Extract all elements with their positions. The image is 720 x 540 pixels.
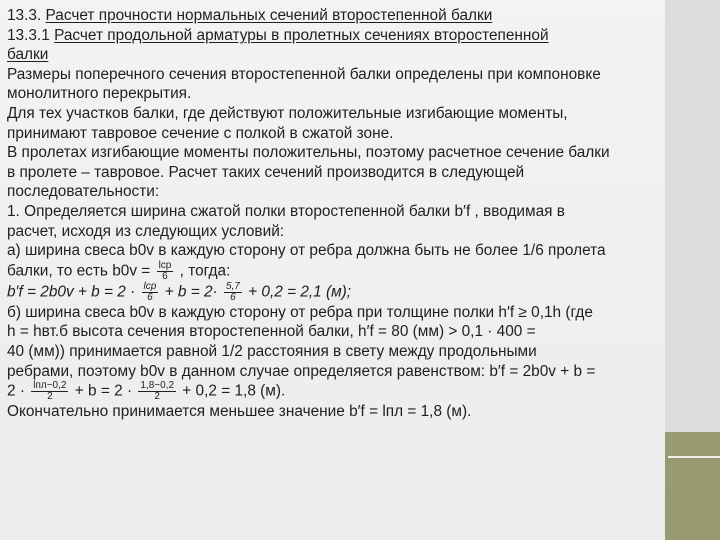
condition-b-line-3: 40 (мм)) принимается равной 1/2 расстояния в свету между продольными [7,342,537,360]
final-statement: Окончательно принимается меньшее значение b′f = lпл = 1,8 (м). [7,403,472,421]
fraction-5-7-over-6 [224,282,242,303]
fraction-denominator: 6 [230,291,236,303]
section-title: Расчет прочности нормальных сечений второстепенной балки [45,7,493,24]
condition-a-line-2 [7,261,659,282]
paragraph-2-line-1: Для тех участков балки, где действуют положительные изгибающие моменты, [7,104,568,122]
subsection-title-line-1: Расчет продольной арматуры в пролетных сечениях второстепенной [54,26,549,44]
equation-1-part-a: b′f = 2b0v + b = 2 · [7,283,136,301]
section-heading [7,6,659,26]
subsection-number: 13.3.1 [7,26,50,44]
fraction-denominator: 2 [47,391,53,403]
fraction-numerator: 5,7 [225,280,240,292]
fraction-lpl-over-2 [31,381,68,402]
fraction-denominator: 6 [162,270,168,282]
fraction-numerator: lср [143,280,157,292]
condition-b-line-1: б) ширина свеса b0v в каждую сторону от ребра при толщине полки h′f ≥ 0,1h (где [7,303,593,321]
subsection-heading [7,26,659,46]
fraction-numerator: 1,8−0,2 [140,380,175,392]
fraction-denominator: 2 [154,391,160,403]
equation-1 [7,282,659,303]
paragraph-3-line-1: В пролетах изгибающие моменты положительны, поэтому расчетное сечение балки [7,144,610,162]
equation-2-part-c: + 0,2 = 1,8 (м). [182,382,286,400]
paragraph-1-line-2: монолитного перекрытия. [7,85,192,103]
side-divider [668,456,720,458]
condition-b-line-4: ребрами, поэтому b0v в данном случае определяется равенством: b′f = 2b0v + b = [7,362,596,380]
slide-text [7,6,659,422]
equation-2-part-b: + b = 2 · [74,382,133,400]
subsection-title-line-2: балки [7,46,49,64]
equation-2 [7,381,659,402]
fraction-1-8-over-2 [138,381,176,402]
paragraph-3-line-2: в пролете – тавровое. Расчет таких сечений производится в следующей [7,163,525,181]
fraction-lcp-over-6 [157,261,174,282]
paragraph-2-line-2: принимают тавровое сечение с полкой в сжатой зоне. [7,124,394,142]
equation-2-part-a: 2 · [7,382,25,400]
equation-1-part-b: + b = 2· [164,283,218,301]
fraction-lcp-over-6 [142,282,159,303]
condition-a-text: балки, то есть b0v = [7,262,151,280]
paragraph-3-line-3: последовательности: [7,183,160,201]
equation-1-part-c: + 0,2 = 2,1 (м); [248,283,352,301]
paragraph-1-line-1: Размеры поперечного сечения второстепенной балки определены при компоновке [7,65,601,83]
step-1-line-1: 1. Определяется ширина сжатой полки второстепенной балки b′f , вводимая в [7,202,565,220]
fraction-numerator: lпл−0,2 [33,380,67,392]
fraction-denominator: 6 [147,291,153,303]
side-accent-block [665,432,720,540]
fraction-numerator: lср [158,259,172,271]
section-number: 13.3. [7,7,42,24]
condition-b-line-2: h = hвт.б высота сечения второстепенной балки, h′f = 80 (мм) > 0,1 · 400 = [7,323,536,341]
condition-a-line-1: а) ширина свеса b0v в каждую сторону от ребра должна быть не более 1/6 пролета [7,242,606,260]
step-1-line-2: расчет, исходя из следующих условий: [7,222,285,240]
side-panel [665,0,720,432]
condition-a-tail: , тогда: [179,262,231,280]
